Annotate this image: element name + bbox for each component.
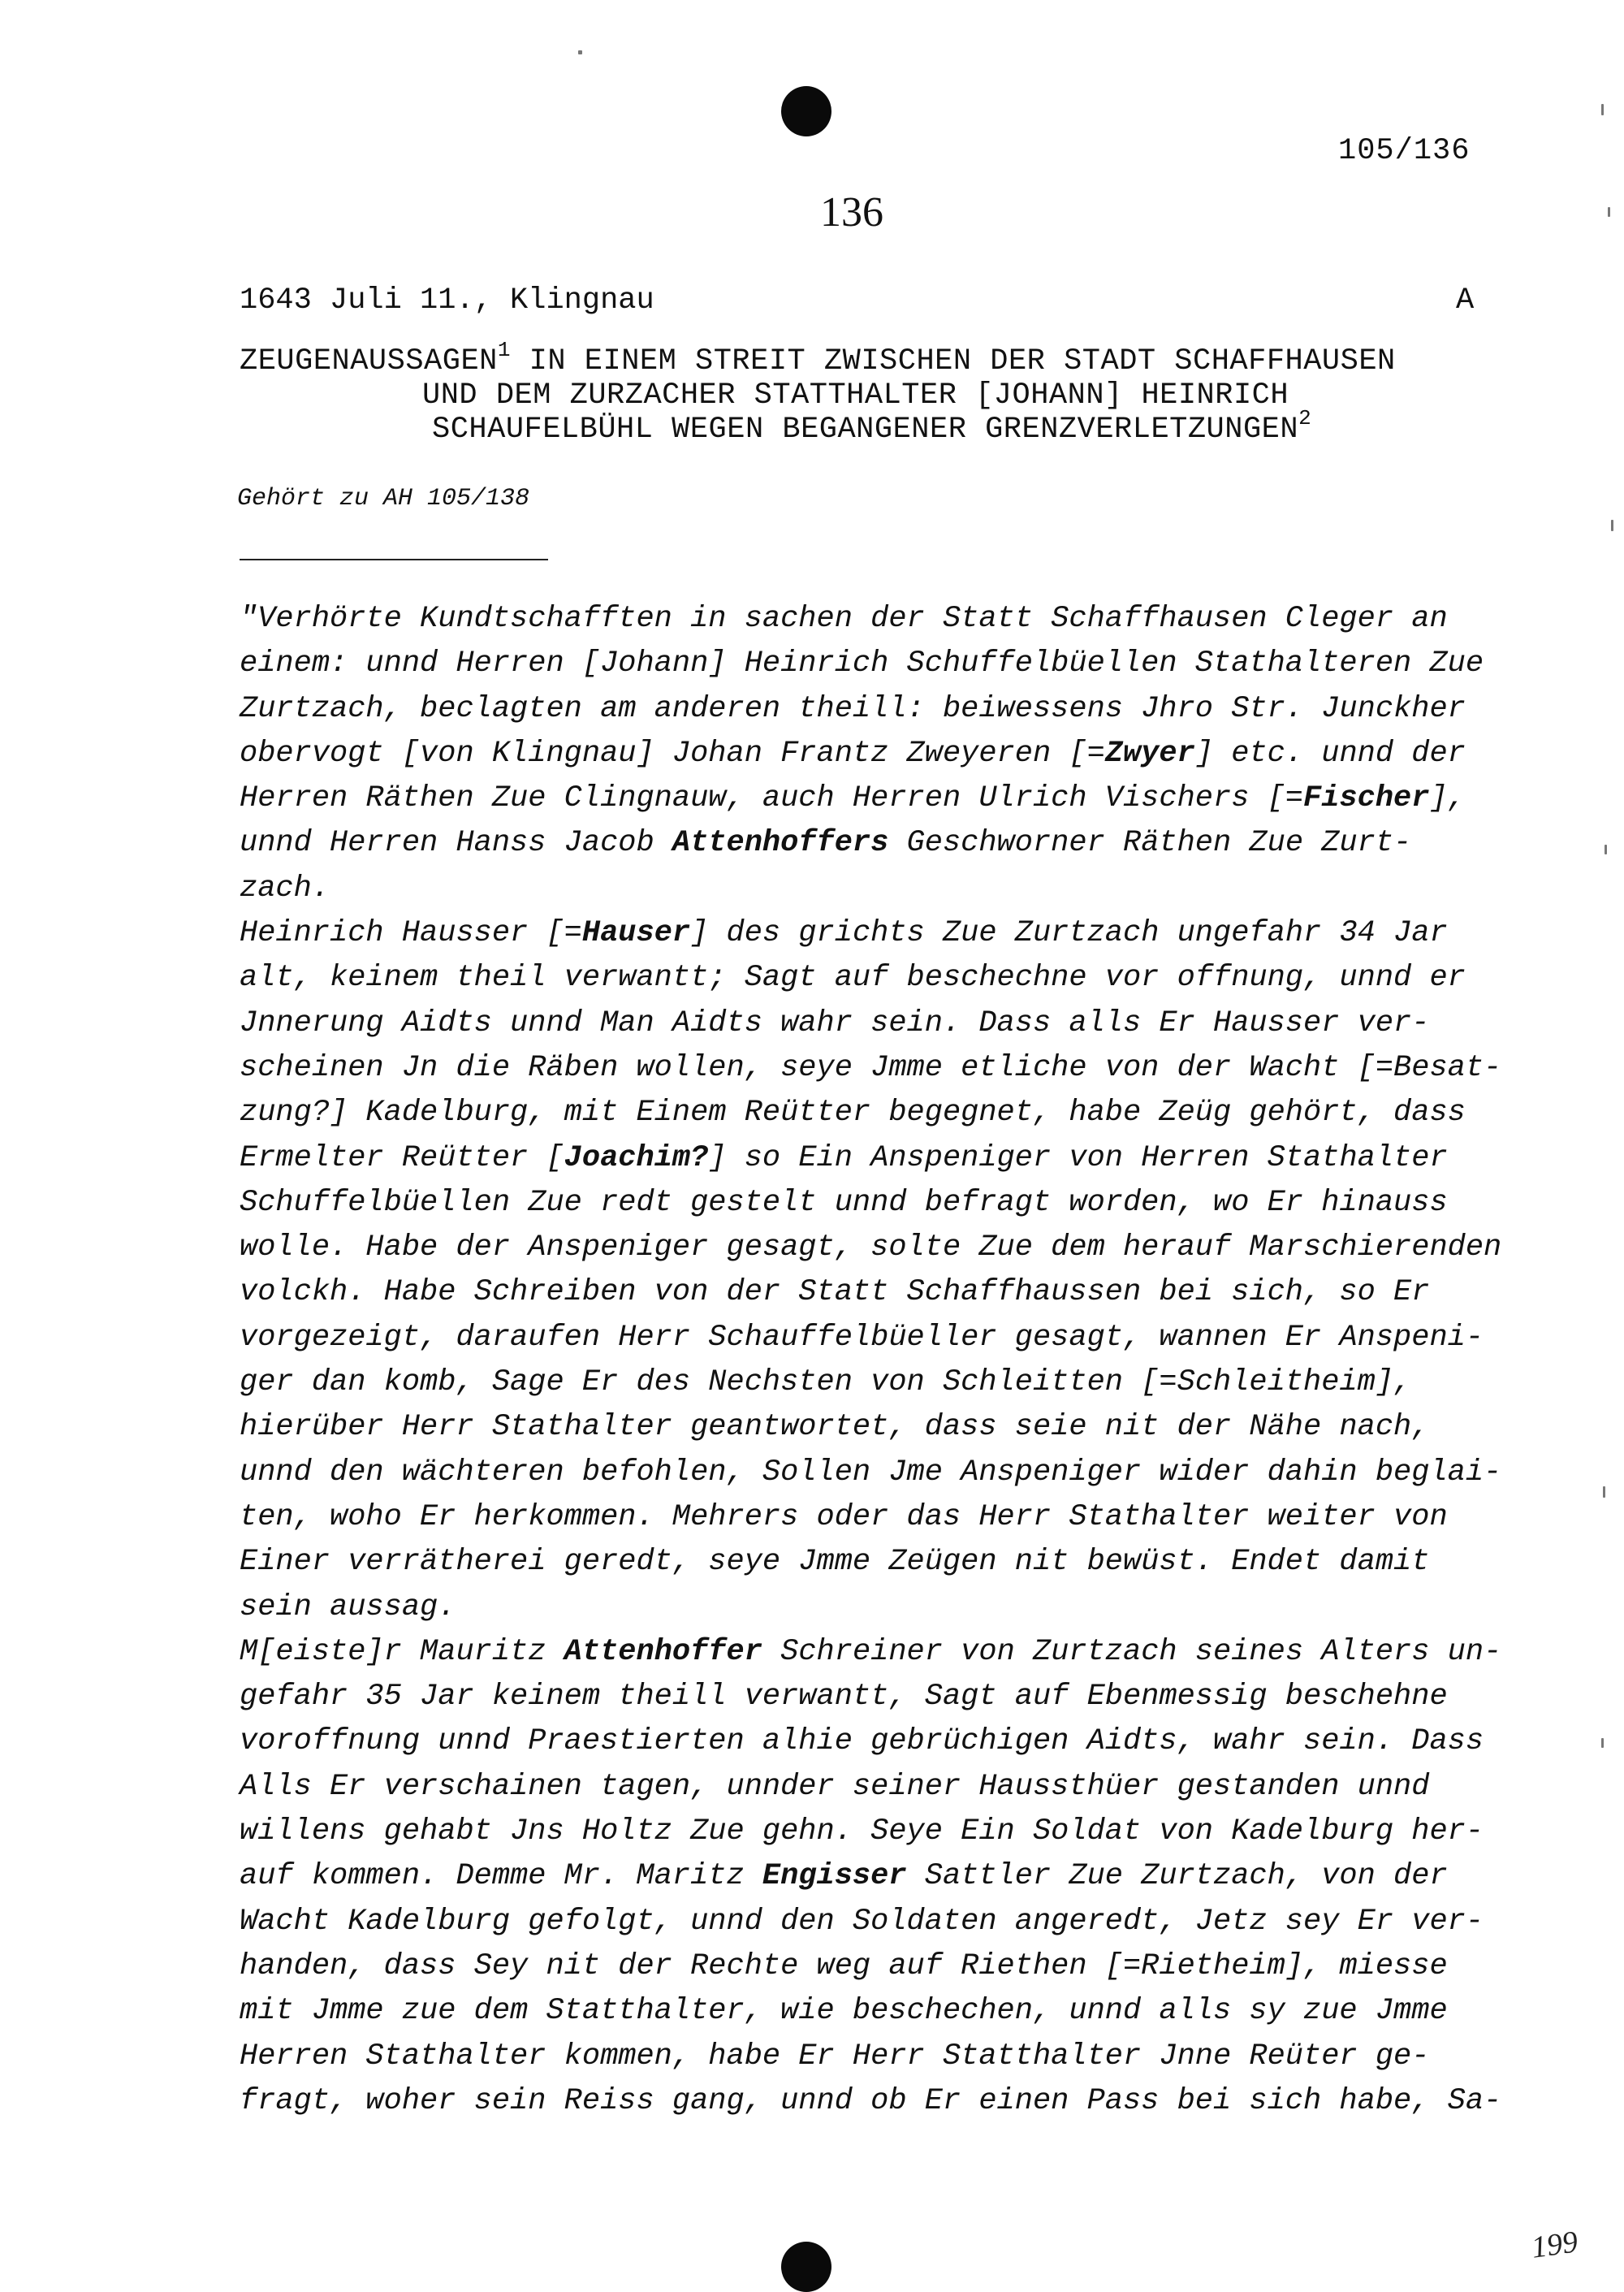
text-span: Schreiner von Zurtzach seines Alters un- <box>762 1634 1502 1669</box>
scan-speck <box>578 50 582 54</box>
emphasized-name: Attenhoffer <box>564 1634 762 1669</box>
text-span: Sattler Zue Zurtzach, von der <box>906 1859 1448 1894</box>
separator-rule <box>240 559 548 560</box>
text-line: wolle. Habe der Anspeniger gesagt, solte Zue dem herauf Marschierenden <box>240 1230 1502 1265</box>
handwritten-margin-note: 199 <box>1529 2225 1580 2265</box>
scan-speck <box>1601 104 1604 115</box>
text-line: handen, dass Sey nit der Rechte weg auf Riethen [=Rietheim], miesse <box>240 1948 1448 1983</box>
text-line <box>240 732 1486 776</box>
text-line: "Verhörte Kundtschafften in sachen der Statt Schaffhausen Cleger an <box>240 602 1448 636</box>
footnote-ref-2: 2 <box>1298 406 1312 430</box>
text-line: hierüber Herr Stathalter geantwortet, dass seie nit der Nähe nach, <box>240 1410 1430 1445</box>
title-text: ZEUGENAUSSAGEN <box>240 344 498 378</box>
document-marker: A <box>1456 283 1475 318</box>
text-span: ] des grichts Zue Zurtzach ungefahr 34 Jar <box>690 916 1448 951</box>
text-line: ger dan komb, Sage Er des Nechsten von Schleitten [=Schleitheim], <box>240 1365 1412 1400</box>
text-line: ten, woho Er herkommen. Mehrers oder das Herr Stathalter weiter von <box>240 1499 1448 1534</box>
text-span: Geschworner Räthen Zue Zurt- <box>888 826 1412 861</box>
reference-number: 105/136 <box>1338 134 1471 168</box>
text-span: ], <box>1429 781 1466 816</box>
text-line: zung?] Kadelburg, mit Einem Reütter begegnet, habe Zeüg gehört, dass <box>240 1096 1466 1131</box>
emphasized-name: Joachim? <box>564 1140 709 1175</box>
emphasized-name: Hauser <box>581 916 691 951</box>
title-text: IN EINEM STREIT ZWISCHEN DER STADT SCHAFFHAUSEN <box>510 344 1396 378</box>
document-date-place: 1643 Juli 11., Klingnau <box>240 283 654 318</box>
emphasized-name: Zwyer <box>1104 736 1195 771</box>
text-line: sein aussag. <box>240 1589 456 1624</box>
text-span: unnd Herren Hanss Jacob <box>240 826 672 861</box>
scan-speck <box>1611 520 1613 531</box>
text-line: scheinen Jn die Räben wollen, seye Jmme etliche von der Wacht [=Besat- <box>240 1050 1502 1085</box>
title-line-1 <box>240 338 1396 378</box>
text-line <box>240 1136 1486 1181</box>
title-text: SCHAUFELBÜHL WEGEN BEGANGENER GRENZVERLETZUNGEN <box>432 413 1299 447</box>
text-line: Schuffelbüellen Zue redt gestelt unnd befragt worden, wo Er hinauss <box>240 1185 1448 1220</box>
page-number: 136 <box>820 189 883 236</box>
text-span: M[eiste]r Mauritz <box>240 1634 564 1669</box>
text-span: Ermelter Reütter [ <box>240 1140 564 1175</box>
text-line <box>240 1630 1502 1675</box>
footnote-ref-1: 1 <box>497 338 511 362</box>
text-span: ] so Ein Anspeniger von Herren Stathalter <box>708 1140 1448 1175</box>
text-line: vorgezeigt, daraufen Herr Schauffelbüeller gesagt, wannen Er Anspeni- <box>240 1320 1484 1355</box>
scan-speck <box>1601 1738 1604 1748</box>
text-line: volckh. Habe Schreiben von der Statt Schaffhaussen bei sich, so Er <box>240 1275 1430 1310</box>
text-line: Einer verrätherei geredt, seye Jmme Zeügen nit bewüst. Endet damit <box>240 1545 1430 1580</box>
emphasized-name: Fischer <box>1303 781 1430 816</box>
punch-hole-top <box>781 86 831 136</box>
text-line: Herren Stathalter kommen, habe Er Herr Statthalter Jnne Reüter ge- <box>240 2039 1430 2074</box>
text-span: Herren Räthen Zue Clingnauw, auch Herren Ulrich Vischers [= <box>240 781 1304 816</box>
text-line: Alls Er verschainen tagen, unnder seiner Haussthüer gestanden unnd <box>240 1769 1430 1804</box>
scan-speck <box>1603 1486 1605 1498</box>
title-line-3 <box>432 406 1312 447</box>
punch-hole-bottom <box>781 2242 831 2292</box>
emphasized-name: Attenhoffers <box>672 826 889 861</box>
text-line: mit Jmme zue dem Statthalter, wie beschechen, unnd alls sy zue Jmme <box>240 1994 1448 2029</box>
text-span: ] etc. unnd der <box>1194 736 1466 771</box>
text-line: Jnnerung Aidts unnd Man Aidts wahr sein. Dass alls Er Hausser ver- <box>240 1005 1430 1040</box>
scan-speck <box>1605 845 1607 854</box>
text-line: gefahr 35 Jar keinem theill verwantt, Sagt auf Ebenmessig beschehne <box>240 1680 1448 1715</box>
text-span: Heinrich Hausser [= <box>240 916 582 951</box>
text-line: zach. <box>240 871 330 906</box>
emphasized-name: Engisser <box>762 1859 907 1894</box>
text-span: auf kommen. Demme Mr. Maritz <box>240 1859 762 1894</box>
text-line: voroffnung unnd Praestierten alhie gebrüchigen Aidts, wahr sein. Dass <box>240 1724 1484 1759</box>
text-line <box>240 911 1486 956</box>
text-line: einem: unnd Herren [Johann] Heinrich Schuffelbüellen Stathalteren Zue <box>240 647 1484 681</box>
text-line: fragt, woher sein Reiss gang, unnd ob Er einen Pass bei sich habe, Sa- <box>240 2083 1502 2118</box>
text-line: Wacht Kadelburg gefolgt, unnd den Soldaten angeredt, Jetz sey Er ver- <box>240 1904 1484 1939</box>
title-line-2: UND DEM ZURZACHER STATTHALTER [JOHANN] HEINRICH <box>422 378 1289 413</box>
belongs-to-note: Gehört zu AH 105/138 <box>237 485 530 512</box>
text-line <box>240 1854 1486 1899</box>
text-span: obervogt [von Klingnau] Johan Frantz Zweyeren [= <box>240 736 1105 771</box>
scan-speck <box>1608 207 1610 217</box>
text-line: alt, keinem theil verwantt; Sagt auf beschechne vor offnung, unnd er <box>240 961 1466 996</box>
text-line: willens gehabt Jns Holtz Zue gehn. Seye Ein Soldat von Kadelburg her- <box>240 1814 1484 1849</box>
text-line: unnd den wächteren befohlen, Sollen Jme Anspeniger wider dahin beglai- <box>240 1455 1502 1490</box>
text-line <box>240 776 1486 821</box>
text-line <box>240 821 1486 866</box>
text-line: Zurtzach, beclagten am anderen theill: beiwessens Jhro Str. Junckher <box>240 691 1466 726</box>
transcription-body <box>240 597 1502 2124</box>
